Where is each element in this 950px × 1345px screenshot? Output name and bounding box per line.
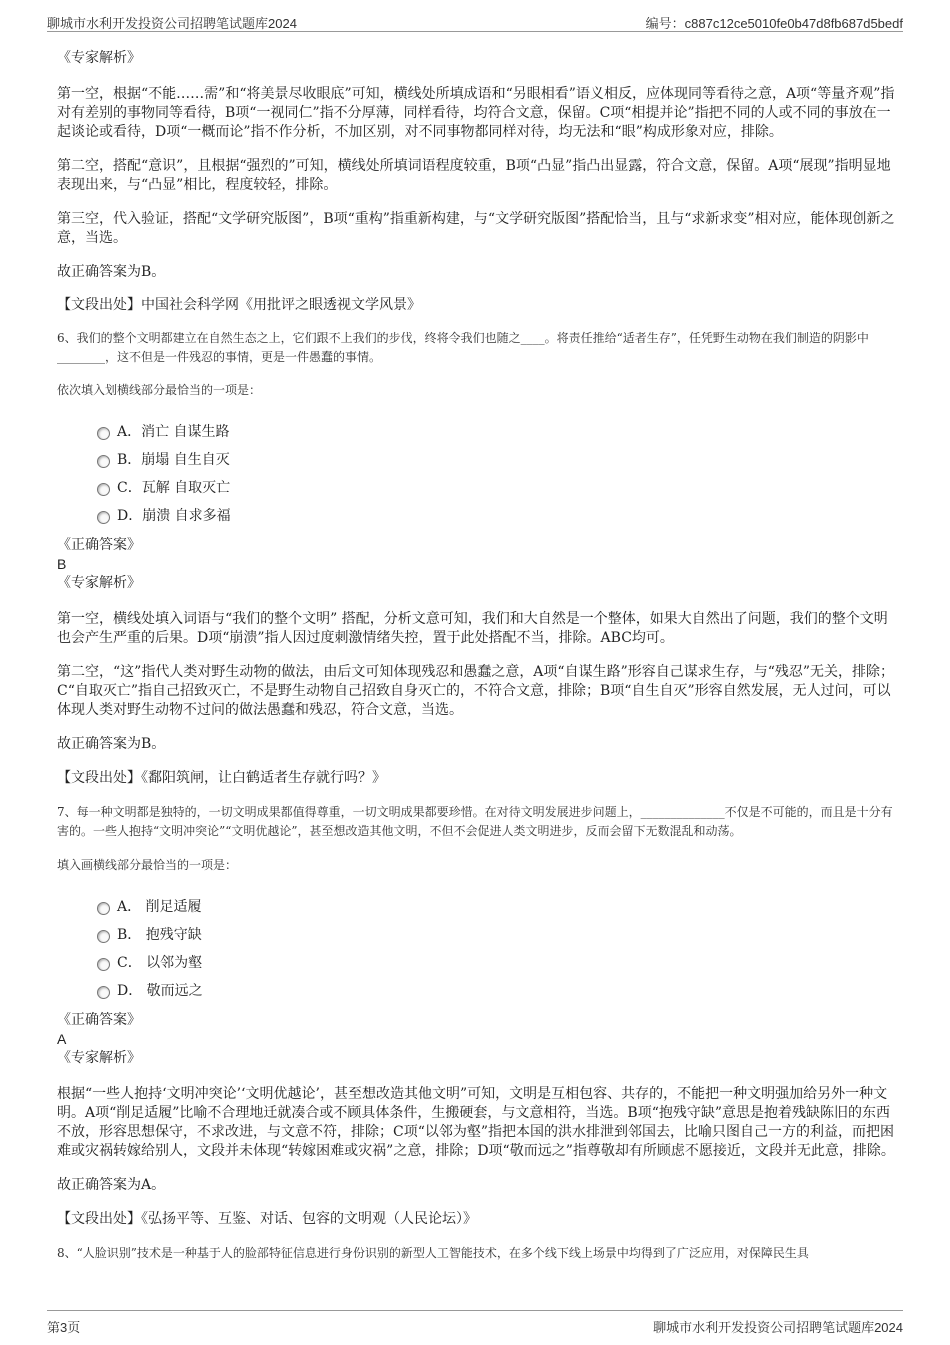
option-b[interactable] (57, 921, 897, 949)
radio-button[interactable] (97, 483, 110, 496)
option-label: D． 敬而远之 (117, 983, 203, 999)
correct-answer: A (57, 1031, 67, 1047)
header-serial: 编号：c887c12ce5010fe0b47d8fb687d5bedf (645, 16, 903, 31)
radio-button[interactable] (97, 986, 110, 999)
analysis-paragraph: 根据“一些人抱持‘文明冲突论’‘文明优越论’，甚至想改造其他文明”可知，文明是互相包容、共存的，不能把一种文明强加给另外一种文明。A项“削足适履”比喻不合理地迁就凑合或不顾具体条件，生搬硬套，与文意相符，当选。B项“抱残守缺”意思是抱着残缺陈旧的东西不放，形容思想保守，不求改进，与文意不符，排除；C项“以邻为壑”指把本国的洪水排泄到邻国去，比喻只图自己一方的利益，而把困难或灾祸转嫁给别人，文段并未体现“转嫁困难或灾祸”之意，排除；D项“敬而远之”指尊敬却有所顾虑不愿接近，文段并无此意，排除。 (57, 1086, 895, 1159)
question-6-options (57, 418, 897, 530)
option-label: B． 抱残守缺 (117, 927, 202, 943)
option-c[interactable] (57, 949, 897, 977)
analysis-paragraph: 第三空，代入验证，搭配“文学研究版图”，B项“重构”指重新构建，与“文学研究版图”搭配恰当，且与“求新求变”相对应，能体现创新之意，当选。 (57, 211, 895, 246)
option-a[interactable] (57, 893, 897, 921)
option-label: C． 以邻为壑 (117, 955, 203, 971)
conclusion: 故正确答案为B。 (57, 736, 166, 752)
analysis-paragraph: 第二空，搭配“意识”，且根据“强烈的”可知，横线处所填词语程度较重，B项“凸显”指凸出显露，符合文意，保留。A项“展现”指明显地表现出来，与“凸显”相比，程度较轻，排除。 (57, 158, 891, 193)
source-citation: 【文段出处】中国社会科学网《用批评之眼透视文学风景》 (57, 297, 421, 313)
page-content (57, 40, 897, 1263)
expert-analysis-label: 《专家解析》 (57, 575, 141, 591)
conclusion: 故正确答案为A。 (57, 1177, 166, 1193)
source-citation: 【文段出处】《鄱阳筑闸，让白鹤适者生存就行吗？》 (57, 770, 386, 786)
question-6-prompt: 依次填入划横线部分最恰当的一项是： (57, 383, 262, 397)
analysis-paragraph: 第一空，横线处填入词语与“我们的整个文明” 搭配，分析文意可知，我们和大自然是一个整体，如果大自然出了问题，我们的整个文明也会产生严重的后果。D项“崩溃”指人因过度刺激情绪失控，置于此处搭配不当，排除。ABC均可。 (57, 611, 888, 646)
option-a[interactable] (57, 418, 897, 446)
header-title: 聊城市水利开发投资公司招聘笔试题库2024 (47, 16, 297, 31)
footer-divider (47, 1310, 903, 1311)
option-label: B．崩塌 自生自灭 (117, 452, 230, 468)
correct-answer: B (57, 556, 67, 572)
question-7-text: 7、每一种文明都是独特的，一切文明成果都值得尊重，一切文明成果都要珍惜。在对待文明发展进步问题上，______________不仅是不可能的，而且是十分有害的。一些人抱持“文明冲突论”“文明优越论”，甚至想改造其他文明，不但不会促进人类文明进步，反而会留下无数混乱和动荡。 (57, 805, 893, 838)
page-footer (0, 1305, 950, 1345)
radio-button[interactable] (97, 427, 110, 440)
option-label: C．瓦解 自取灭亡 (117, 480, 231, 496)
question-7-options (57, 893, 897, 1005)
analysis-paragraph: 第二空，“这”指代人类对野生动物的做法，由后文可知体现残忍和愚蠢之意，A项“自谋生路”形容自己谋求生存，与“残忍”无关，排除；C“自取灭亡”指自己招致灭亡，不是野生动物自己招致自身灭亡的，不符合文意，排除；B项“自生自灭”形容自然发展，无人过问，可以体现人类对野生动物不过问的做法愚蠢和残忍，符合文意，当选。 (57, 664, 895, 718)
option-label: A． 削足适履 (117, 899, 202, 915)
source-citation: 【文段出处】《弘扬平等、互鉴、对话、包容的文明观（人民论坛）》 (57, 1211, 477, 1227)
page-number: 第3页 (47, 1320, 81, 1335)
analysis-paragraph: 第一空，根据“不能……需”和“将美景尽收眼底”可知，横线处所填成语和“另眼相看”语义相反，应体现同等看待之意，A项“等量齐观”指对有差别的事物同等看待，B项“一视同仁”指不分厚薄，同样看待，均符合文意，保留。C项“相提并论”指把不同的人或不同的事放在一起谈论或看待，D项“一概而论”指不作分析，不加区别，对不同事物都同样对待，均无法和“眼”构成形象对应，排除。 (57, 86, 895, 140)
radio-button[interactable] (97, 511, 110, 524)
expert-analysis-label: 《专家解析》 (57, 50, 141, 66)
option-d[interactable] (57, 977, 897, 1005)
question-7-prompt: 填入画横线部分最恰当的一项是： (57, 858, 238, 872)
radio-button[interactable] (97, 930, 110, 943)
question-8-text: 8、“人脸识别”技术是一种基于人的脸部特征信息进行身份识别的新型人工智能技术，在多个线下线上场景中均得到了广泛应用，对保障民生具 (57, 1246, 809, 1260)
correct-answer-label: 《正确答案》 (57, 537, 141, 553)
footer-title: 聊城市水利开发投资公司招聘笔试题库2024 (653, 1320, 903, 1335)
header-divider (47, 31, 903, 32)
option-label: D．崩溃 自求多福 (117, 508, 231, 524)
conclusion: 故正确答案为B。 (57, 264, 166, 280)
option-c[interactable] (57, 474, 897, 502)
expert-analysis-label: 《专家解析》 (57, 1050, 141, 1066)
radio-button[interactable] (97, 455, 110, 468)
question-6-text: 6、我们的整个文明都建立在自然生态之上，它们跟不上我们的步伐，终将令我们也随之____。将责任推给“适者生存”，任凭野生动物在我们制造的阴影中________，这不但是一件残忍的事情，更是一件愚蠢的事情。 (57, 331, 869, 364)
page-header (0, 0, 950, 30)
option-d[interactable] (57, 502, 897, 530)
radio-button[interactable] (97, 958, 110, 971)
option-b[interactable] (57, 446, 897, 474)
option-label: A．消亡 自谋生路 (117, 424, 230, 440)
radio-button[interactable] (97, 902, 110, 915)
correct-answer-label: 《正确答案》 (57, 1012, 141, 1028)
